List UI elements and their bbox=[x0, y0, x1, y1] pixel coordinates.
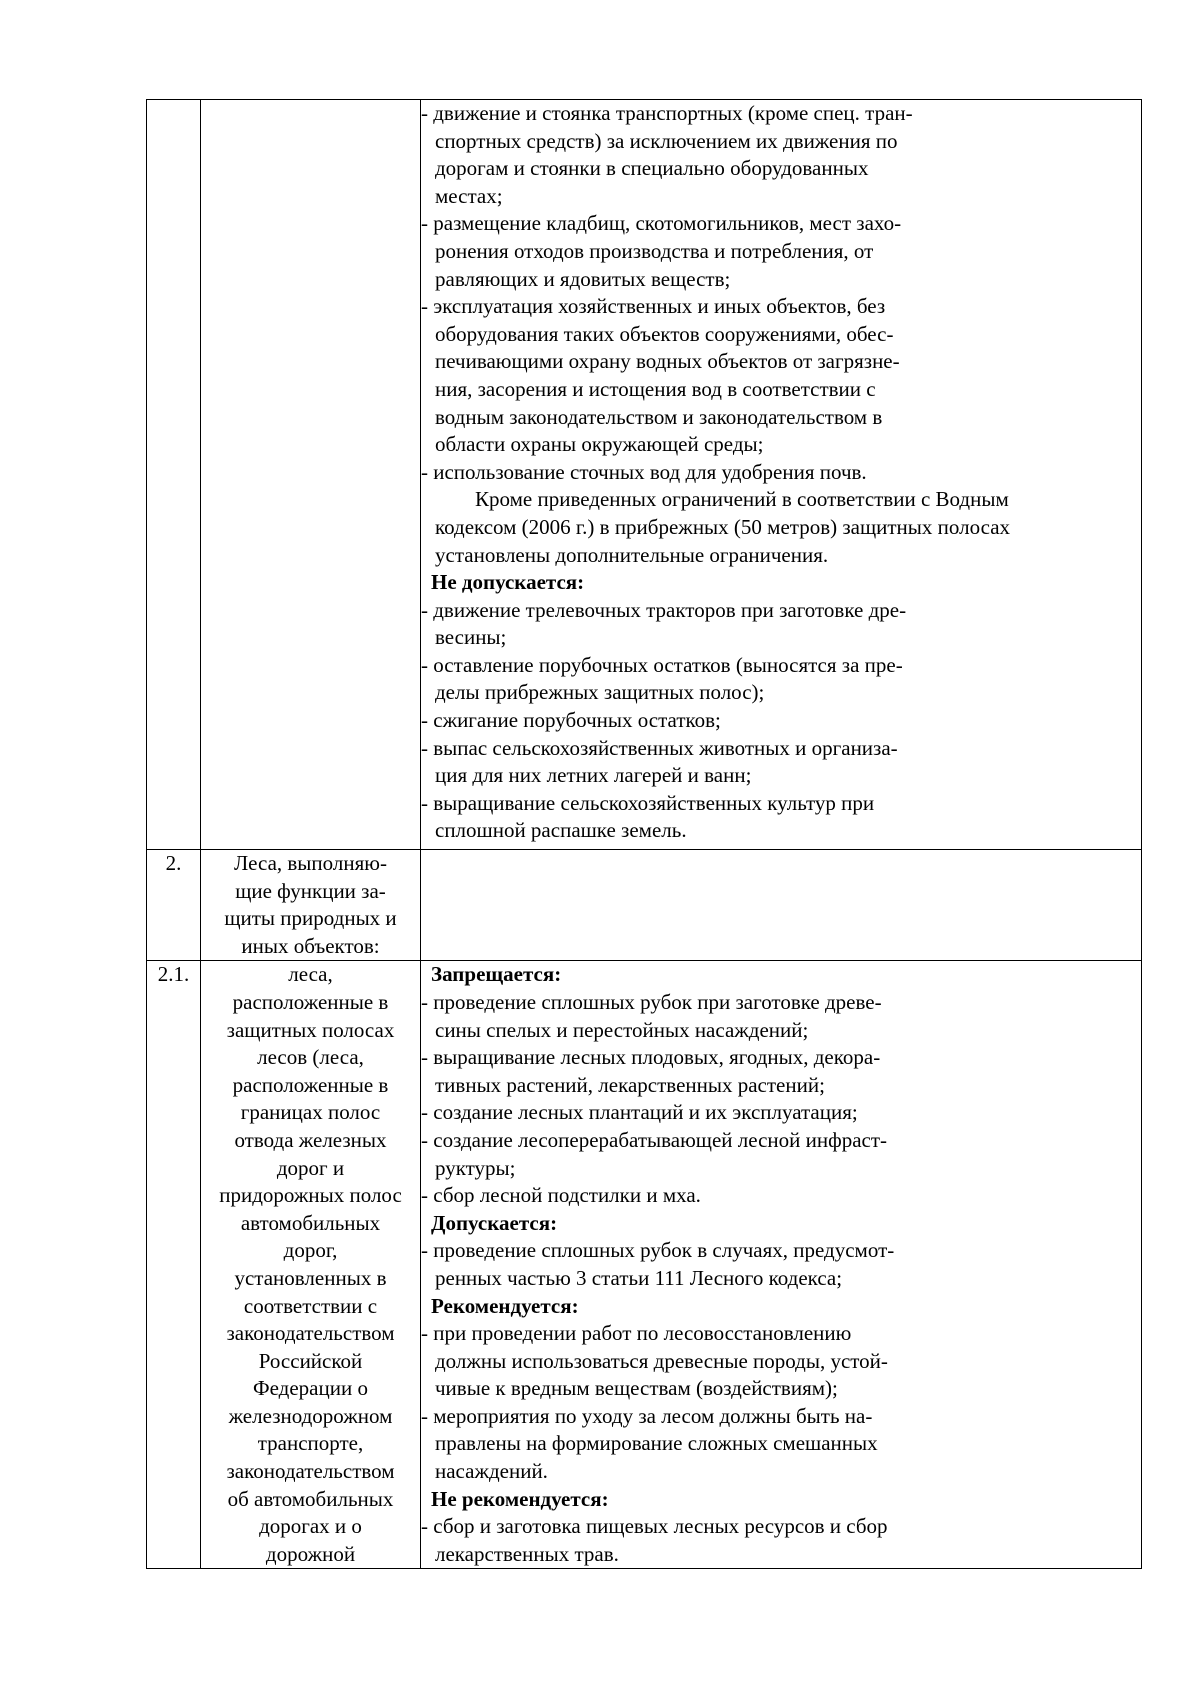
row-number-cell: 2. bbox=[147, 850, 201, 961]
category-name-line: законодательством bbox=[226, 1321, 395, 1346]
forest-category-cell bbox=[201, 100, 421, 850]
category-name-line: границах полос bbox=[240, 1100, 381, 1125]
text-line: водным законодательством и законодательством в bbox=[435, 404, 883, 429]
text-line: местах; bbox=[435, 183, 503, 208]
category-name-line: дорогах и о bbox=[259, 1514, 362, 1539]
text-line: весины; bbox=[435, 625, 507, 650]
paragraph-line: Кроме приведенных ограничений в соответствии с Водным bbox=[475, 487, 1009, 512]
bullet-line: - выращивание сельскохозяйственных культур при bbox=[421, 790, 875, 815]
bullet-line: - эксплуатация хозяйственных и иных объектов, без bbox=[421, 294, 886, 319]
text-line: ция для них летних лагерей и ванн; bbox=[435, 763, 752, 788]
bullet-line: - мероприятия по уходу за лесом должны быть на- bbox=[421, 1403, 873, 1428]
category-name-line: придорожных полос bbox=[219, 1183, 402, 1208]
row-number-cell: 2.1. bbox=[147, 961, 201, 1569]
bullet-line: - сбор лесной подстилки и мха. bbox=[421, 1183, 701, 1208]
category-name-line: об автомобильных bbox=[227, 1486, 394, 1511]
text-line: должны использоваться древесные породы, устой- bbox=[435, 1348, 888, 1373]
text-line: лекарственных трав. bbox=[435, 1541, 619, 1566]
category-name-line: леса, bbox=[288, 962, 333, 987]
category-name-line: лесов (леса, bbox=[257, 1045, 364, 1070]
category-name-line: установленных в bbox=[234, 1265, 387, 1290]
row-number-cell bbox=[147, 100, 201, 850]
text-line: правлены на формирование сложных смешанных bbox=[435, 1431, 878, 1456]
text-line: ния, засорения и истощения вод в соответствии с bbox=[435, 376, 876, 401]
category-name-line: дорожной bbox=[265, 1541, 356, 1566]
category-name-line: щие функции за- bbox=[235, 878, 386, 903]
bullet-line: - выпас сельскохозяйственных животных и организа- bbox=[421, 735, 898, 760]
text-line: ренных частью 3 статьи 111 Лесного кодекса; bbox=[435, 1265, 843, 1290]
section-heading: Рекомендуется: bbox=[431, 1293, 579, 1318]
bullet-line: - сжигание порубочных остатков; bbox=[421, 708, 721, 733]
bullet-line: - размещение кладбищ, скотомогильников, мест захо- bbox=[421, 211, 902, 236]
section-heading: Не допускается: bbox=[431, 570, 585, 595]
category-name-line: расположенные в bbox=[232, 989, 389, 1014]
bullet-line: - создание лесных плантаций и их эксплуатация; bbox=[421, 1100, 858, 1125]
text-line: дорогам и стоянки в специально оборудованных bbox=[435, 156, 869, 181]
bullet-line: - сбор и заготовка пищевых лесных ресурсов и сбор bbox=[421, 1514, 888, 1539]
forest-category-cell bbox=[201, 850, 421, 961]
table-row-2 bbox=[147, 850, 1142, 961]
table-row-continuation bbox=[147, 100, 1142, 850]
bullet-line: - проведение сплошных рубок в случаях, предусмот- bbox=[421, 1238, 895, 1263]
category-name-line: железнодорожном bbox=[228, 1403, 393, 1428]
category-name-line: защитных полосах bbox=[226, 1017, 395, 1042]
text-line: руктуры; bbox=[435, 1155, 516, 1180]
category-name-line: дорог, bbox=[283, 1238, 338, 1263]
text-line: оборудования таких объектов сооружениями, обес- bbox=[435, 321, 894, 346]
text-line: делы прибрежных защитных полос); bbox=[435, 680, 765, 705]
bullet-line: - использование сточных вод для удобрения почв. bbox=[421, 459, 867, 484]
text-line: чивые к вредным веществам (воздействиям); bbox=[435, 1376, 838, 1401]
category-name-line: дорог и bbox=[276, 1155, 345, 1180]
section-heading: Запрещается: bbox=[431, 962, 562, 987]
text-line: области охраны окружающей среды; bbox=[435, 432, 764, 457]
text-line: сины спелых и перестойных насаждений; bbox=[435, 1017, 809, 1042]
bullet-line: - при проведении работ по лесовосстановлению bbox=[421, 1321, 852, 1346]
section-heading: Допускается: bbox=[431, 1210, 558, 1235]
regime-text-cell bbox=[421, 850, 1142, 961]
category-name-line: иных объектов: bbox=[241, 933, 380, 958]
bullet-line: - создание лесоперерабатывающей лесной инфраст- bbox=[421, 1127, 888, 1152]
category-name-line: транспорте, bbox=[257, 1431, 364, 1456]
restrictions-table bbox=[146, 99, 1142, 1569]
text-line: тивных растений, лекарственных растений; bbox=[435, 1072, 825, 1097]
category-name-line: соответствии с bbox=[243, 1293, 378, 1318]
category-name-line: Российской bbox=[258, 1348, 363, 1373]
text-line: сплошной распашке земель. bbox=[435, 818, 687, 843]
regime-text-cell bbox=[421, 100, 1142, 850]
text-line: установлены дополнительные ограничения. bbox=[435, 542, 829, 567]
bullet-line: - проведение сплошных рубок при заготовке древе- bbox=[421, 989, 882, 1014]
category-name-line: законодательством bbox=[226, 1459, 395, 1484]
text-line: равляющих и ядовитых веществ; bbox=[435, 266, 731, 291]
bullet-line: - движение трелевочных тракторов при заготовке дре- bbox=[421, 597, 907, 622]
table-row-2-1 bbox=[147, 961, 1142, 1569]
section-heading: Не рекомендуется: bbox=[431, 1486, 609, 1511]
bullet-line: - выращивание лесных плодовых, ягодных, декора- bbox=[421, 1045, 881, 1070]
text-line: печивающими охрану водных объектов от загрязне- bbox=[435, 349, 900, 374]
text-line: насаждений. bbox=[435, 1459, 548, 1484]
regime-text-cell bbox=[421, 961, 1142, 1569]
category-name-line: Федерации о bbox=[253, 1376, 368, 1401]
category-name-line: расположенные в bbox=[232, 1072, 389, 1097]
bullet-line: - оставление порубочных остатков (выносятся за пре- bbox=[421, 652, 903, 677]
bullet-line: - движение и стоянка транспортных (кроме спец. тран- bbox=[421, 101, 913, 125]
text-line: ронения отходов производства и потребления, от bbox=[435, 238, 874, 263]
category-name-line: отвода железных bbox=[234, 1127, 387, 1152]
text-line: кодексом (2006 г.) в прибрежных (50 метров) защитных полосах bbox=[435, 514, 1011, 539]
text-line: спортных средств) за исключением их движения по bbox=[435, 128, 898, 153]
category-name-line: щиты природных и bbox=[224, 906, 397, 931]
category-name-line: Леса, выполняю- bbox=[234, 851, 387, 875]
category-name-line: автомобильных bbox=[240, 1210, 381, 1235]
forest-category-cell bbox=[201, 961, 421, 1569]
